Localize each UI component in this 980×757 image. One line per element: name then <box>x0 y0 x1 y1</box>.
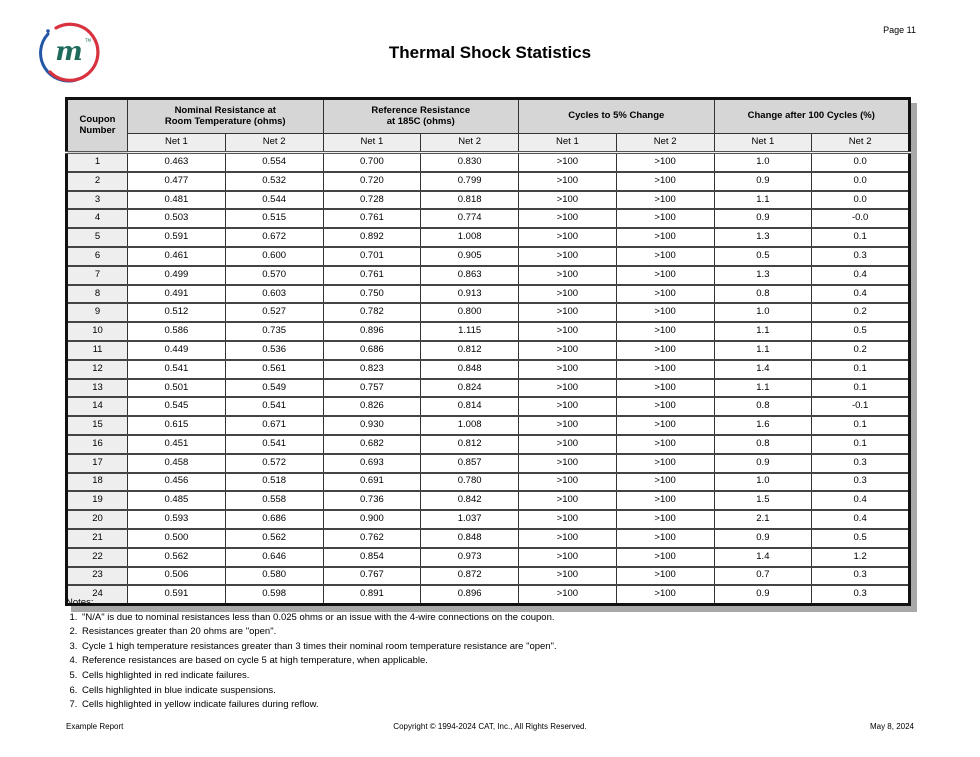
subheader-net2: Net 2 <box>616 134 714 153</box>
cycles-net1-cell: >100 <box>519 209 617 228</box>
cycles-net2-cell: >100 <box>616 228 714 247</box>
change-net1-cell: 1.4 <box>714 548 812 567</box>
reference-net1-cell: 0.693 <box>323 454 421 473</box>
cycles-net2-cell: >100 <box>616 491 714 510</box>
table-row <box>67 548 910 567</box>
nominal-net1-cell: 0.451 <box>128 435 226 454</box>
table-row <box>67 416 910 435</box>
nominal-net2-cell: 0.600 <box>225 247 323 266</box>
change-net2-cell: 0.0 <box>812 172 910 191</box>
svg-text:TM: TM <box>85 38 91 43</box>
reference-net2-cell: 0.812 <box>421 435 519 454</box>
nominal-net2-cell: 0.518 <box>225 473 323 492</box>
table-row <box>67 191 910 210</box>
nominal-net1-cell: 0.481 <box>128 191 226 210</box>
note-item: 4. Reference resistances are based on cycle 5 at high temperature, when applicable. <box>80 654 557 669</box>
reference-net1-cell: 0.892 <box>323 228 421 247</box>
change-net1-cell: 0.8 <box>714 285 812 304</box>
change-net1-cell: 1.1 <box>714 191 812 210</box>
change-net1-cell: 2.1 <box>714 510 812 529</box>
coupon-number-cell: 2 <box>67 172 128 191</box>
change-net2-cell: 0.3 <box>812 454 910 473</box>
nominal-net2-cell: 0.532 <box>225 172 323 191</box>
nominal-net2-cell: 0.735 <box>225 322 323 341</box>
thermal-shock-table-container <box>65 97 911 606</box>
coupon-number-cell: 14 <box>67 397 128 416</box>
table-row <box>67 172 910 191</box>
nominal-net2-cell: 0.672 <box>225 228 323 247</box>
change-net2-cell: -0.1 <box>812 397 910 416</box>
subheader-net1: Net 1 <box>128 134 226 153</box>
nominal-net2-cell: 0.598 <box>225 585 323 604</box>
cycles-net2-cell: >100 <box>616 266 714 285</box>
nominal-net2-cell: 0.646 <box>225 548 323 567</box>
coupon-number-cell: 23 <box>67 567 128 586</box>
cycles-net2-cell: >100 <box>616 510 714 529</box>
reference-net2-cell: 1.008 <box>421 228 519 247</box>
group-header-cycles-to-5pct <box>519 99 715 134</box>
cycles-net2-cell: >100 <box>616 473 714 492</box>
reference-net2-cell: 0.913 <box>421 285 519 304</box>
cycles-net1-cell: >100 <box>519 247 617 266</box>
change-net1-cell: 0.9 <box>714 454 812 473</box>
cycles-net1-cell: >100 <box>519 341 617 360</box>
cycles-net2-cell: >100 <box>616 454 714 473</box>
reference-net1-cell: 0.896 <box>323 322 421 341</box>
table-row <box>67 379 910 398</box>
cycles-net2-cell: >100 <box>616 172 714 191</box>
change-net1-cell: 1.5 <box>714 491 812 510</box>
nominal-net1-cell: 0.503 <box>128 209 226 228</box>
table-row <box>67 360 910 379</box>
cycles-net2-cell: >100 <box>616 191 714 210</box>
cycles-net2-cell: >100 <box>616 285 714 304</box>
change-net2-cell: 0.0 <box>812 153 910 172</box>
group-header-change-after-100 <box>714 99 910 134</box>
cycles-net1-cell: >100 <box>519 153 617 172</box>
cycles-net1-cell: >100 <box>519 473 617 492</box>
change-net2-cell: 1.2 <box>812 548 910 567</box>
nominal-net2-cell: 0.515 <box>225 209 323 228</box>
coupon-number-cell: 24 <box>67 585 128 604</box>
cycles-net1-cell: >100 <box>519 191 617 210</box>
cycles-net1-cell: >100 <box>519 491 617 510</box>
group-header-reference-resistance <box>323 99 519 134</box>
cycles-net1-cell: >100 <box>519 454 617 473</box>
note-item: 1. "N/A" is due to nominal resistances less than 0.025 ohms or an issue with the 4-wire connections on the coupon. <box>80 611 557 626</box>
reference-net1-cell: 0.823 <box>323 360 421 379</box>
cycles-net1-cell: >100 <box>519 285 617 304</box>
nominal-net2-cell: 0.544 <box>225 191 323 210</box>
change-net1-cell: 1.0 <box>714 153 812 172</box>
reference-net2-cell: 0.800 <box>421 303 519 322</box>
nominal-net1-cell: 0.506 <box>128 567 226 586</box>
subheader-net1: Net 1 <box>714 134 812 153</box>
reference-net1-cell: 0.767 <box>323 567 421 586</box>
nominal-net2-cell: 0.541 <box>225 435 323 454</box>
table-row <box>67 454 910 473</box>
table-row <box>67 303 910 322</box>
change-net1-cell: 1.0 <box>714 303 812 322</box>
reference-net1-cell: 0.728 <box>323 191 421 210</box>
notes-section <box>66 596 557 713</box>
notes-heading: Notes: <box>66 597 94 608</box>
cycles-net1-cell: >100 <box>519 172 617 191</box>
coupon-number-header <box>67 99 128 153</box>
nominal-net2-cell: 0.536 <box>225 341 323 360</box>
table-row <box>67 153 910 172</box>
reference-net2-cell: 0.848 <box>421 360 519 379</box>
cycles-net1-cell: >100 <box>519 360 617 379</box>
group-header-line2: Room Temperature (ohms) <box>164 115 286 127</box>
cycles-net2-cell: >100 <box>616 585 714 604</box>
nominal-net2-cell: 0.558 <box>225 491 323 510</box>
nominal-net2-cell: 0.580 <box>225 567 323 586</box>
table-group-header-row <box>67 99 910 134</box>
change-net2-cell: 0.1 <box>812 379 910 398</box>
table-row <box>67 322 910 341</box>
group-header-line1: Reference Resistance <box>371 104 471 116</box>
coupon-number-cell: 4 <box>67 209 128 228</box>
reference-net2-cell: 0.812 <box>421 341 519 360</box>
reference-net2-cell: 0.774 <box>421 209 519 228</box>
reference-net1-cell: 0.761 <box>323 266 421 285</box>
change-net1-cell: 1.3 <box>714 228 812 247</box>
note-item: 3. Cycle 1 high temperature resistances greater than 3 times their nominal room temperature resistance are "open". <box>80 640 557 655</box>
reference-net1-cell: 0.750 <box>323 285 421 304</box>
change-net1-cell: 0.8 <box>714 397 812 416</box>
reference-net2-cell: 0.842 <box>421 491 519 510</box>
nominal-net1-cell: 0.512 <box>128 303 226 322</box>
change-net2-cell: 0.3 <box>812 567 910 586</box>
cycles-net2-cell: >100 <box>616 379 714 398</box>
coupon-number-cell: 6 <box>67 247 128 266</box>
reference-net1-cell: 0.700 <box>323 153 421 172</box>
reference-net1-cell: 0.691 <box>323 473 421 492</box>
note-item: 6. Cells highlighted in blue indicate suspensions. <box>80 684 557 699</box>
reference-net2-cell: 1.115 <box>421 322 519 341</box>
cycles-net1-cell: >100 <box>519 548 617 567</box>
change-net1-cell: 0.9 <box>714 529 812 548</box>
coupon-number-cell: 10 <box>67 322 128 341</box>
group-header-nominal-resistance <box>128 99 324 134</box>
table-row <box>67 567 910 586</box>
table-row <box>67 473 910 492</box>
change-net2-cell: 0.1 <box>812 360 910 379</box>
coupon-number-cell: 19 <box>67 491 128 510</box>
nominal-net2-cell: 0.562 <box>225 529 323 548</box>
change-net1-cell: 0.8 <box>714 435 812 454</box>
change-net1-cell: 0.7 <box>714 567 812 586</box>
table-row <box>67 247 910 266</box>
change-net2-cell: 0.1 <box>812 416 910 435</box>
reference-net1-cell: 0.826 <box>323 397 421 416</box>
reference-net2-cell: 0.973 <box>421 548 519 567</box>
note-item: 2. Resistances greater than 20 ohms are "open". <box>80 625 557 640</box>
group-header-line1: Change after 100 Cycles (%) <box>747 110 875 122</box>
cycles-net2-cell: >100 <box>616 435 714 454</box>
cycles-net2-cell: >100 <box>616 548 714 567</box>
change-net1-cell: 0.9 <box>714 209 812 228</box>
reference-net2-cell: 1.008 <box>421 416 519 435</box>
reference-net2-cell: 0.857 <box>421 454 519 473</box>
reference-net2-cell: 0.896 <box>421 585 519 604</box>
change-net2-cell: 0.4 <box>812 510 910 529</box>
nominal-net2-cell: 0.527 <box>225 303 323 322</box>
cycles-net2-cell: >100 <box>616 303 714 322</box>
svg-text:m: m <box>55 37 83 67</box>
cycles-net2-cell: >100 <box>616 247 714 266</box>
table-row <box>67 397 910 416</box>
coupon-number-cell: 11 <box>67 341 128 360</box>
nominal-net2-cell: 0.671 <box>225 416 323 435</box>
reference-net1-cell: 0.686 <box>323 341 421 360</box>
cycles-net2-cell: >100 <box>616 397 714 416</box>
change-net1-cell: 0.5 <box>714 247 812 266</box>
reference-net2-cell: 0.872 <box>421 567 519 586</box>
group-header-line1: Cycles to 5% Change <box>568 110 665 122</box>
nominal-net2-cell: 0.686 <box>225 510 323 529</box>
cycles-net1-cell: >100 <box>519 416 617 435</box>
change-net1-cell: 1.3 <box>714 266 812 285</box>
nominal-net1-cell: 0.591 <box>128 585 226 604</box>
nominal-net1-cell: 0.591 <box>128 228 226 247</box>
reference-net1-cell: 0.854 <box>323 548 421 567</box>
coupon-number-cell: 22 <box>67 548 128 567</box>
note-item: 5. Cells highlighted in red indicate failures. <box>80 669 557 684</box>
reference-net1-cell: 0.891 <box>323 585 421 604</box>
table-row <box>67 228 910 247</box>
change-net1-cell: 1.6 <box>714 416 812 435</box>
change-net1-cell: 1.0 <box>714 473 812 492</box>
reference-net1-cell: 0.701 <box>323 247 421 266</box>
coupon-number-cell: 5 <box>67 228 128 247</box>
subheader-net1: Net 1 <box>519 134 617 153</box>
cycles-net1-cell: >100 <box>519 266 617 285</box>
subheader-net2: Net 2 <box>421 134 519 153</box>
reference-net2-cell: 0.814 <box>421 397 519 416</box>
reference-net1-cell: 0.761 <box>323 209 421 228</box>
coupon-number-cell: 16 <box>67 435 128 454</box>
nominal-net1-cell: 0.541 <box>128 360 226 379</box>
cycles-net1-cell: >100 <box>519 529 617 548</box>
change-net2-cell: 0.5 <box>812 322 910 341</box>
notes-list <box>66 611 557 713</box>
change-net1-cell: 0.9 <box>714 585 812 604</box>
table-subheader-row <box>67 134 910 153</box>
note-item: 7. Cells highlighted in yellow indicate failures during reflow. <box>80 698 557 713</box>
table-row <box>67 209 910 228</box>
nominal-net1-cell: 0.499 <box>128 266 226 285</box>
cycles-net2-cell: >100 <box>616 209 714 228</box>
change-net2-cell: 0.3 <box>812 247 910 266</box>
reference-net1-cell: 0.900 <box>323 510 421 529</box>
reference-net1-cell: 0.720 <box>323 172 421 191</box>
change-net1-cell: 1.4 <box>714 360 812 379</box>
nominal-net1-cell: 0.461 <box>128 247 226 266</box>
change-net2-cell: 0.0 <box>812 191 910 210</box>
nominal-net1-cell: 0.449 <box>128 341 226 360</box>
coupon-number-cell: 8 <box>67 285 128 304</box>
cycles-net2-cell: >100 <box>616 360 714 379</box>
nominal-net1-cell: 0.491 <box>128 285 226 304</box>
page-title: Thermal Shock Statistics <box>388 43 592 62</box>
reference-net2-cell: 0.863 <box>421 266 519 285</box>
cycles-net1-cell: >100 <box>519 435 617 454</box>
table-row <box>67 266 910 285</box>
cycles-net1-cell: >100 <box>519 228 617 247</box>
nominal-net1-cell: 0.501 <box>128 379 226 398</box>
nominal-net2-cell: 0.561 <box>225 360 323 379</box>
coupon-number-cell: 12 <box>67 360 128 379</box>
cycles-net1-cell: >100 <box>519 303 617 322</box>
footer-date: May 8, 2024 <box>869 722 914 731</box>
cycles-net1-cell: >100 <box>519 379 617 398</box>
table-row <box>67 510 910 529</box>
nominal-net2-cell: 0.572 <box>225 454 323 473</box>
table-row <box>67 529 910 548</box>
cycles-net2-cell: >100 <box>616 341 714 360</box>
reference-net1-cell: 0.930 <box>323 416 421 435</box>
subheader-net2: Net 2 <box>225 134 323 153</box>
nominal-net1-cell: 0.477 <box>128 172 226 191</box>
reference-net1-cell: 0.762 <box>323 529 421 548</box>
table-row <box>67 285 910 304</box>
coupon-number-cell: 21 <box>67 529 128 548</box>
cycles-net1-cell: >100 <box>519 322 617 341</box>
nominal-net2-cell: 0.603 <box>225 285 323 304</box>
change-net2-cell: 0.4 <box>812 285 910 304</box>
thermal-shock-statistics-table <box>65 97 911 606</box>
reference-net2-cell: 0.905 <box>421 247 519 266</box>
subheader-net1: Net 1 <box>323 134 421 153</box>
change-net2-cell: 0.3 <box>812 473 910 492</box>
reference-net2-cell: 0.799 <box>421 172 519 191</box>
change-net1-cell: 1.1 <box>714 379 812 398</box>
nominal-net1-cell: 0.562 <box>128 548 226 567</box>
change-net2-cell: 0.1 <box>812 228 910 247</box>
coupon-number-cell: 18 <box>67 473 128 492</box>
nominal-net1-cell: 0.586 <box>128 322 226 341</box>
table-row <box>67 491 910 510</box>
nominal-net1-cell: 0.456 <box>128 473 226 492</box>
coupon-number-cell: 20 <box>67 510 128 529</box>
cycles-net2-cell: >100 <box>616 322 714 341</box>
reference-net1-cell: 0.736 <box>323 491 421 510</box>
change-net1-cell: 0.9 <box>714 172 812 191</box>
coupon-number-cell: 17 <box>67 454 128 473</box>
nominal-net1-cell: 0.463 <box>128 153 226 172</box>
cycles-net1-cell: >100 <box>519 567 617 586</box>
coupon-number-cell: 13 <box>67 379 128 398</box>
change-net2-cell: 0.1 <box>812 435 910 454</box>
group-header-line1: Nominal Resistance at <box>174 104 276 116</box>
cycles-net2-cell: >100 <box>616 153 714 172</box>
nominal-net1-cell: 0.593 <box>128 510 226 529</box>
coupon-number-cell: 15 <box>67 416 128 435</box>
change-net2-cell: 0.2 <box>812 341 910 360</box>
change-net2-cell: 0.4 <box>812 266 910 285</box>
cycles-net1-cell: >100 <box>519 510 617 529</box>
change-net2-cell: 0.3 <box>812 585 910 604</box>
cycles-net2-cell: >100 <box>616 567 714 586</box>
change-net2-cell: -0.0 <box>812 209 910 228</box>
coupon-number-cell: 7 <box>67 266 128 285</box>
table-row <box>67 435 910 454</box>
change-net2-cell: 0.4 <box>812 491 910 510</box>
change-net1-cell: 1.1 <box>714 341 812 360</box>
group-header-line2: at 185C (ohms) <box>386 115 455 127</box>
nominal-net1-cell: 0.500 <box>128 529 226 548</box>
nominal-net1-cell: 0.485 <box>128 491 226 510</box>
coupon-number-cell: 9 <box>67 303 128 322</box>
reference-net2-cell: 0.830 <box>421 153 519 172</box>
change-net2-cell: 0.2 <box>812 303 910 322</box>
footer-report-name: Example Report <box>66 722 124 731</box>
table-body <box>67 153 910 605</box>
cycles-net1-cell: >100 <box>519 585 617 604</box>
nominal-net1-cell: 0.545 <box>128 397 226 416</box>
reference-net2-cell: 1.037 <box>421 510 519 529</box>
cycles-net1-cell: >100 <box>519 397 617 416</box>
reference-net1-cell: 0.782 <box>323 303 421 322</box>
change-net1-cell: 1.1 <box>714 322 812 341</box>
subheader-net2: Net 2 <box>812 134 910 153</box>
nominal-net2-cell: 0.570 <box>225 266 323 285</box>
reference-net2-cell: 0.848 <box>421 529 519 548</box>
nominal-net2-cell: 0.549 <box>225 379 323 398</box>
reference-net1-cell: 0.682 <box>323 435 421 454</box>
change-net2-cell: 0.5 <box>812 529 910 548</box>
reference-net2-cell: 0.780 <box>421 473 519 492</box>
footer-copyright: Copyright © 1994-2024 CAT, Inc., All Rights Reserved. <box>393 722 587 731</box>
coupon-number-cell: 1 <box>67 153 128 172</box>
nominal-net2-cell: 0.541 <box>225 397 323 416</box>
reference-net2-cell: 0.818 <box>421 191 519 210</box>
coupon-number-header-label: Coupon Number <box>79 113 116 136</box>
coupon-number-cell: 3 <box>67 191 128 210</box>
nominal-net1-cell: 0.458 <box>128 454 226 473</box>
cycles-net2-cell: >100 <box>616 529 714 548</box>
cycles-net2-cell: >100 <box>616 416 714 435</box>
page-number: Page 11 <box>883 25 916 35</box>
nominal-net1-cell: 0.615 <box>128 416 226 435</box>
reference-net1-cell: 0.757 <box>323 379 421 398</box>
table-row <box>67 341 910 360</box>
nominal-net2-cell: 0.554 <box>225 153 323 172</box>
reference-net2-cell: 0.824 <box>421 379 519 398</box>
